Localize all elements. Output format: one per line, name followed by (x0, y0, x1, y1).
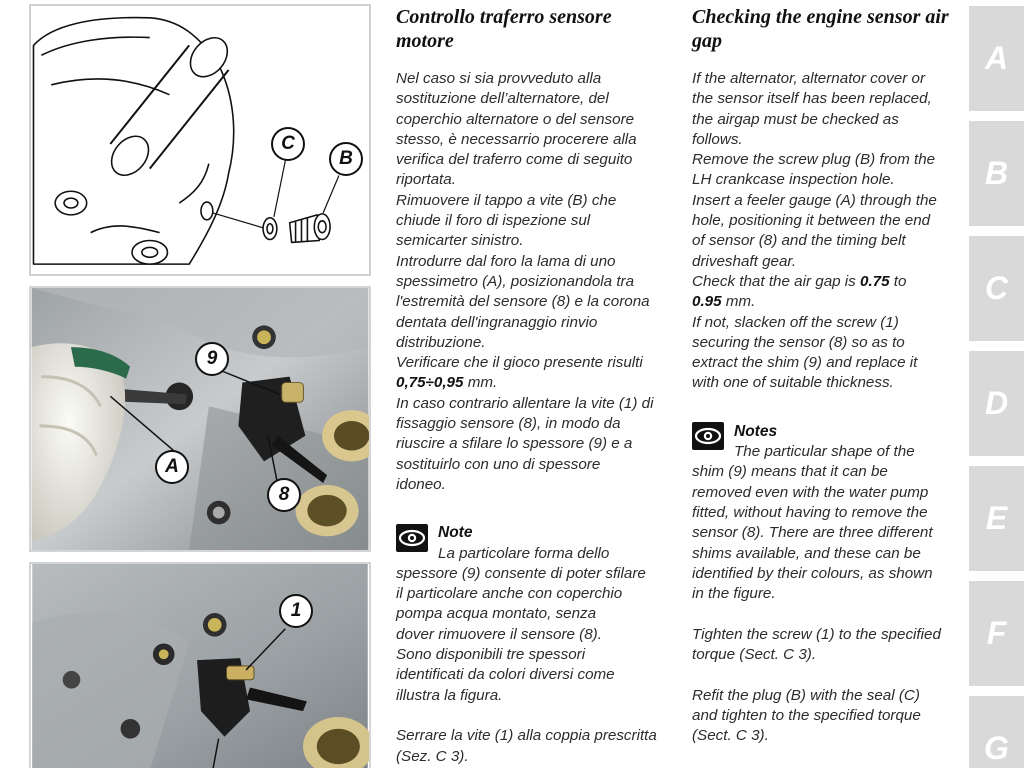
text-line: If the alternator, alternator cover or (692, 70, 925, 87)
section-tab-c[interactable]: C (969, 236, 1024, 341)
gap-check-line (692, 272, 966, 292)
check-prefix: Check that the air gap is (692, 272, 860, 290)
text-line: idoneo. (396, 475, 446, 493)
text-line: torque (Sect. C 3). (692, 646, 817, 664)
text-line: dentata dell'ingranaggio rinvio (396, 313, 598, 331)
text-line: (Sect. C 3). (692, 727, 769, 745)
feeler-gauge-photo (29, 286, 371, 552)
section-tab-b[interactable]: B (969, 121, 1024, 226)
text-line: illustra la figura. (396, 686, 503, 704)
callout-b: B (329, 142, 363, 176)
text-line: removed even with the water pump (692, 483, 929, 501)
text-line: and tighten to the specified torque (692, 706, 921, 724)
text-line: riuscire a sfilare lo spessore (9) e a (396, 435, 633, 453)
english-heading: Checking the engine sensor air gap (692, 6, 949, 52)
gap-unit: mm. (721, 293, 756, 311)
section-tabs (969, 0, 1024, 768)
eye-icon (396, 524, 428, 552)
italian-body (396, 69, 672, 767)
text-line: with one of suitable thickness. (692, 374, 894, 392)
italian-column (396, 0, 672, 767)
callout-a: A (155, 450, 189, 484)
gap-unit: mm. (463, 374, 498, 392)
text-line: extract the shim (9) and replace it (692, 354, 918, 372)
figures-column (0, 0, 376, 768)
text-line: Insert a feeler gauge (A) through the (692, 191, 937, 209)
text-line: chiude il foro di ispezione sul (396, 212, 591, 230)
text-line: identificati da colori diversi come (396, 666, 615, 684)
text-line: (Sez. C 3). (396, 747, 469, 765)
section-tab-g[interactable]: G (969, 696, 1024, 768)
english-body (692, 69, 966, 747)
text-line: sostituirlo con uno di spessore (396, 455, 601, 473)
text-line: coperchio alternatore o del sensore (396, 110, 635, 128)
text-line: If not, slacken off the screw (1) (692, 313, 899, 331)
text-line: Serrare la vite (1) alla coppia prescritta (396, 727, 657, 745)
gap-value-max: 0.95 (692, 293, 722, 311)
text-line: securing the sensor (8) so as to (692, 333, 905, 351)
sensor-screw-photo-drawing (31, 564, 369, 768)
text-line: distribuzione. (396, 333, 486, 351)
text-line: driveshaft gear. (692, 252, 797, 270)
check-mid: to (889, 272, 907, 290)
english-note-title: Notes (734, 422, 778, 440)
callout-9: 9 (195, 342, 229, 376)
text-line: sostituzione dell’alternatore, del (396, 90, 609, 108)
text-line: il particolare anche con coperchio (396, 585, 623, 603)
text-line: La particolare forma dello (438, 544, 610, 562)
callout-8: 8 (267, 478, 301, 512)
text-line: LH crankcase inspection hole. (692, 171, 895, 189)
feeler-gauge-photo-drawing (31, 288, 369, 550)
text-line: semicarter sinistro. (396, 232, 524, 250)
italian-note-header (396, 516, 672, 544)
text-line: dover rimuovere il sensore (8). (396, 625, 602, 643)
text-line: riportata. (396, 171, 456, 189)
text-line: The particular shape of the (734, 443, 915, 461)
text-line: the airgap must be checked as (692, 110, 899, 128)
text-line: follows. (692, 130, 743, 148)
callout-c: C (271, 127, 305, 161)
text-line: Remove the screw plug (B) from the (692, 151, 936, 169)
text-line: identified by their colours, as shown (692, 564, 933, 582)
gap-value-line (692, 292, 966, 312)
text-line: Verificare che il gioco presente risulti (396, 354, 643, 372)
text-line: Introdurre dal foro la lama di uno (396, 252, 616, 270)
text-line: In caso contrario allentare la vite (1) di (396, 394, 654, 412)
text-line: Sono disponibili tre spessori (396, 646, 586, 664)
text-line: verifica del traferro come di seguito (396, 151, 633, 169)
english-note-header (692, 414, 966, 442)
italian-heading: Controllo traferro sensore motore (396, 6, 612, 52)
sensor-screw-photo (29, 562, 371, 768)
text-line: shims available, and these can be (692, 544, 921, 562)
text-line: stesso, è necessarrio procerere alla (396, 130, 637, 148)
gap-value-min: 0.75 (860, 272, 890, 290)
callout-1: 1 (279, 594, 313, 628)
section-tab-f[interactable]: F (969, 581, 1024, 686)
italian-note-title: Note (438, 524, 473, 542)
text-line: shim (9) means that it can be (692, 463, 888, 481)
gap-value: 0,75÷0,95 (396, 374, 464, 392)
text-line: in the figure. (692, 585, 776, 603)
text-line: spessore (9) consente di poter sfilare (396, 564, 646, 582)
gap-value-line (396, 373, 672, 393)
text-line: Rimuovere il tappo a vite (B) che (396, 191, 617, 209)
text-line: hole, positioning it between the end (692, 212, 931, 230)
text-line: Refit the plug (B) with the seal (C) (692, 686, 920, 704)
english-column (692, 0, 966, 747)
text-line: fitted, without having to remove the (692, 503, 928, 521)
text-line: sensor (8). There are three different (692, 524, 933, 542)
exploded-drawing-figure (29, 4, 371, 276)
text-line: spessimetro (A), posizionandola tra (396, 272, 635, 290)
text-line: the sensor itself has been replaced, (692, 90, 932, 108)
text-line: Tighten the screw (1) to the specified (692, 625, 941, 643)
text-line: of sensor (8) and the timing belt (692, 232, 906, 250)
text-line: fissaggio sensore (8), in modo da (396, 415, 621, 433)
exploded-drawing (31, 6, 369, 274)
text-line: l'estremità del sensore (8) e la corona (396, 293, 650, 311)
section-tab-a[interactable]: A (969, 6, 1024, 111)
section-tab-d[interactable]: D (969, 351, 1024, 456)
text-line: Nel caso si sia provveduto alla (396, 70, 602, 87)
text-line: pompa acqua montato, senza (396, 605, 597, 623)
section-tab-e[interactable]: E (969, 466, 1024, 571)
eye-icon (692, 422, 724, 450)
